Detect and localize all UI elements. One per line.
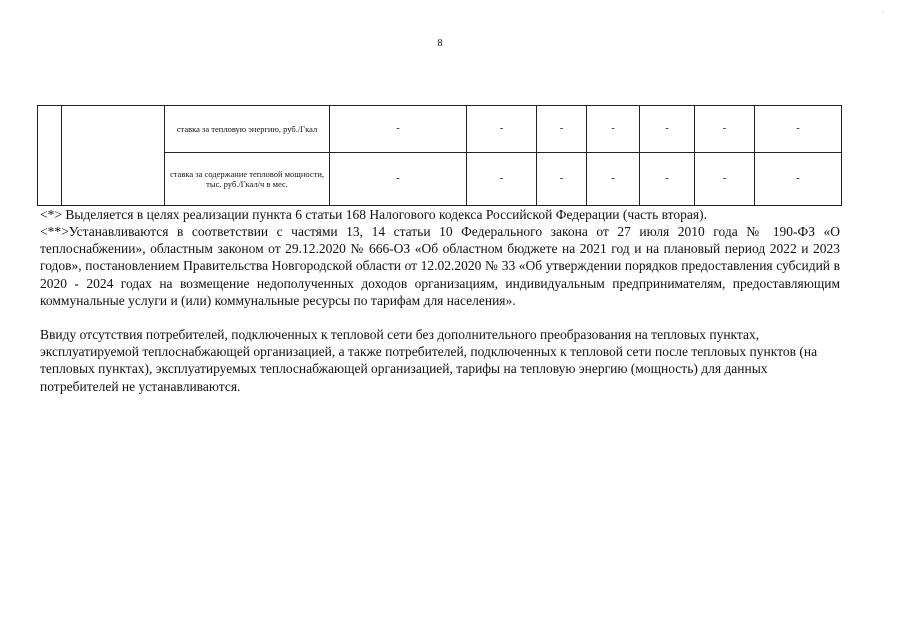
table-cell: - <box>640 153 695 206</box>
row-label: ставка за содержание тепловой мощности, тыс. руб./Гкал/ч в мес. <box>165 153 330 206</box>
table-cell-empty <box>62 106 165 206</box>
table-cell: - <box>755 106 842 153</box>
table-cell: - <box>537 106 587 153</box>
table-row <box>38 106 842 153</box>
table-cell: - <box>695 106 755 153</box>
table-cell: - <box>467 106 537 153</box>
table-cell: - <box>587 153 640 206</box>
table-cell: - <box>755 153 842 206</box>
footnote-subsidy: <**>Устанавливаются в соответствии с частями 13, 14 статьи 10 Федерального закона от 27 июля 2010 года № 190-ФЗ «О теплоснабжении», областным законом от 29.12.2020 № 666-ОЗ «Об областном бюджете на 2021 год и на плановый период 2022 и 2023 годов», постановлением Правительства Новгородской области от 12.02.2020 № 33 «Об утверждении порядков предоставления субсидий в 2020 - 2024 годах на возмещение недополученных доходов организациям, индивидуальным предпринимателям, предоставляющим коммунальные услуги и (или) коммунальные ресурсы по тарифам для населения». <box>40 224 840 308</box>
page-number: 8 <box>437 38 443 49</box>
table-cell: - <box>537 153 587 206</box>
table-cell-empty <box>38 106 62 206</box>
table-cell: - <box>695 153 755 206</box>
table-cell: - <box>640 106 695 153</box>
row-label: ставка за тепловую энергию, руб./Гкал <box>165 106 330 153</box>
table-cell: - <box>587 106 640 153</box>
footnote-vat: <*> Выделяется в целях реализации пункта 6 статьи 168 Налогового кодекса Российской Федерации (часть вторая). <box>40 207 707 222</box>
table-cell: - <box>467 153 537 206</box>
body-paragraph: Ввиду отсутствия потребителей, подключенных к тепловой сети без дополнительного преобразования на тепловых пунктах, эксплуатируемой теплоснабжающей организацией, а также потребителей, подключенных к тепловой сети после тепловых пунктов (на тепловых пунктах), эксплуатируемых теплоснабжающей организацией, тарифы на тепловую энергию (мощность) для данных потребителей не устанавливаются. <box>40 327 818 394</box>
tariff-table <box>37 105 842 206</box>
scan-mark: · <box>882 10 884 16</box>
table-cell: - <box>330 153 467 206</box>
table-cell: - <box>330 106 467 153</box>
